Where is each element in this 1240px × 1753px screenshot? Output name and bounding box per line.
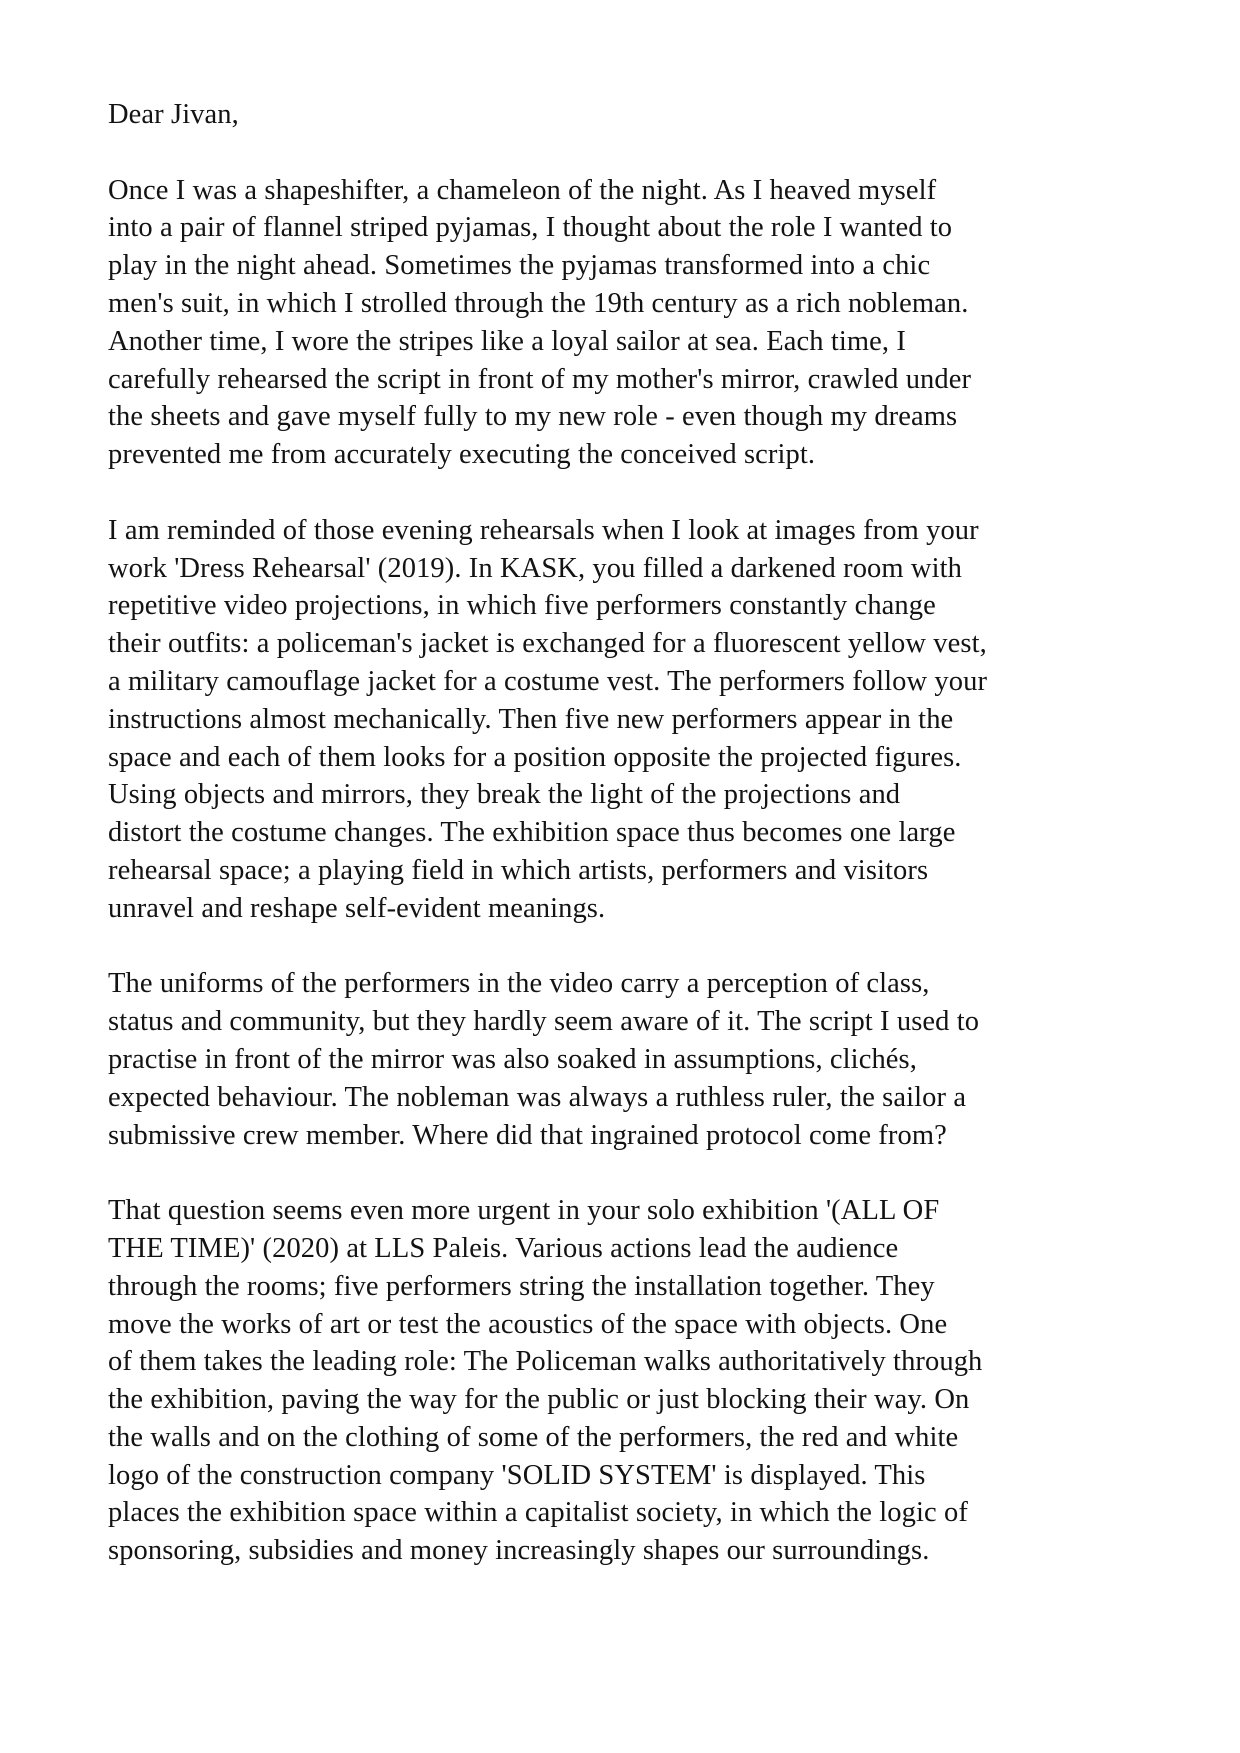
salutation: Dear Jivan, xyxy=(108,99,239,130)
paragraph-line: unravel and reshape self-evident meanings. xyxy=(108,892,606,924)
paragraph-line: through the rooms; five performers string the installation together. They xyxy=(108,1270,935,1302)
letter-body xyxy=(108,96,1138,1570)
paragraph-line: places the exhibition space within a capitalist society, in which the logic of xyxy=(108,1497,968,1529)
paragraph-line: The uniforms of the performers in the video carry a perception of class, xyxy=(108,968,930,1000)
paragraph-line: practise in front of the mirror was also soaked in assumptions, clichés, xyxy=(108,1043,917,1075)
paragraph-line: move the works of art or test the acoustics of the space with objects. One xyxy=(108,1308,948,1340)
paragraph-line: Once I was a shapeshifter, a chameleon of the night. As I heaved myself xyxy=(108,174,937,206)
paragraph-line: space and each of them looks for a position opposite the projected figures. xyxy=(108,741,962,773)
paragraph xyxy=(108,512,1138,928)
paragraph-line: of them takes the leading role: The Policeman walks authoritatively through xyxy=(108,1346,983,1378)
paragraph-line: submissive crew member. Where did that ingrained protocol come from? xyxy=(108,1119,947,1151)
paragraph-line: prevented me from accurately executing the conceived script. xyxy=(108,439,816,471)
paragraph-line: the sheets and gave myself fully to my new role - even though my dreams xyxy=(108,401,958,433)
paragraph-line: THE TIME)' (2020) at LLS Paleis. Various actions lead the audience xyxy=(108,1232,899,1264)
paragraph-line: their outfits: a policeman's jacket is exchanged for a fluorescent yellow vest, xyxy=(108,628,987,660)
paragraph-line: That question seems even more urgent in your solo exhibition '(ALL OF xyxy=(108,1195,940,1227)
paragraph-line: status and community, but they hardly seem aware of it. The script I used to xyxy=(108,1006,980,1038)
paragraph-line: logo of the construction company 'SOLID SYSTEM' is displayed. This xyxy=(108,1459,926,1491)
paragraph-line: men's suit, in which I strolled through the 19th century as a rich nobleman. xyxy=(108,287,969,319)
paragraph-line: distort the costume changes. The exhibition space thus becomes one large xyxy=(108,817,956,849)
paragraph-line: the exhibition, paving the way for the public or just blocking their way. On xyxy=(108,1384,970,1416)
paragraph xyxy=(108,965,1138,1154)
paragraph-line: a military camouflage jacket for a costume vest. The performers follow your xyxy=(108,665,988,697)
paragraph-line: the walls and on the clothing of some of the performers, the red and white xyxy=(108,1421,959,1453)
paragraph-line: Using objects and mirrors, they break the light of the projections and xyxy=(108,779,901,811)
paragraph-line: expected behaviour. The nobleman was always a ruthless ruler, the sailor a xyxy=(108,1081,967,1113)
paragraph-line: play in the night ahead. Sometimes the pyjamas transformed into a chic xyxy=(108,250,931,282)
paragraph-line: rehearsal space; a playing field in which artists, performers and visitors xyxy=(108,854,929,886)
paragraph-line: carefully rehearsed the script in front of my mother's mirror, crawled under xyxy=(108,363,972,395)
paragraph xyxy=(108,172,1138,474)
paragraph-line: instructions almost mechanically. Then five new performers appear in the xyxy=(108,703,954,735)
paragraph-line: Another time, I wore the stripes like a loyal sailor at sea. Each time, I xyxy=(108,325,906,357)
paragraph-line: repetitive video projections, in which five performers constantly change xyxy=(108,590,936,622)
paragraph-line: work 'Dress Rehearsal' (2019). In KASK, you filled a darkened room with xyxy=(108,552,962,584)
paragraph xyxy=(108,1192,1138,1570)
paragraph-line: I am reminded of those evening rehearsals when I look at images from your xyxy=(108,514,979,546)
paragraph-line: sponsoring, subsidies and money increasingly shapes our surroundings. xyxy=(108,1535,930,1567)
letter-paragraphs xyxy=(108,172,1138,1570)
paragraph-line: into a pair of flannel striped pyjamas, I thought about the role I wanted to xyxy=(108,212,953,244)
